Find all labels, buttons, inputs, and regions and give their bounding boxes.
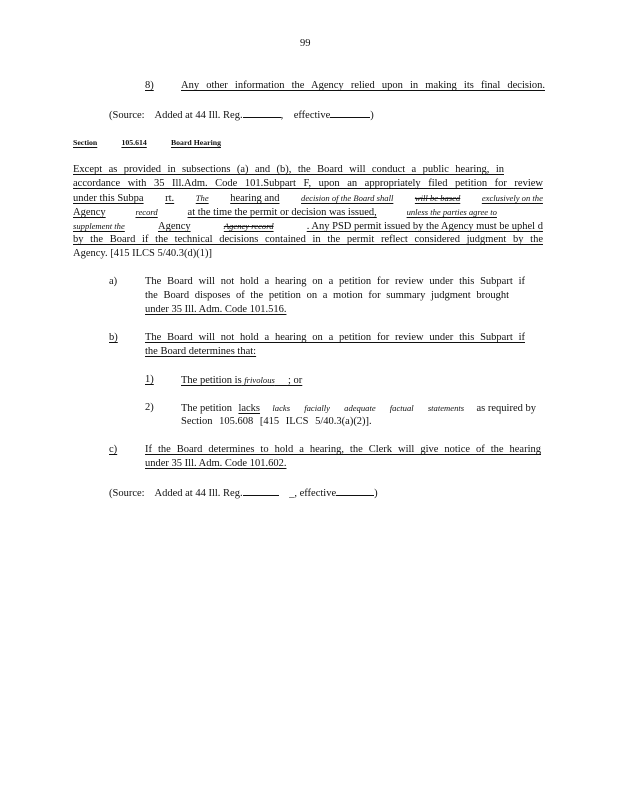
reg-blank bbox=[243, 108, 281, 118]
para-line-3: under this Subpa rt. The hearing and decision of the Board shall will be based exclusively on the bbox=[73, 193, 543, 204]
item-a-label: a) bbox=[109, 276, 118, 287]
item-b1-label: 1) bbox=[145, 374, 154, 385]
item-a-line-3: under 35 Ill. Adm. Code 101.516. bbox=[145, 304, 287, 315]
item-b2-label: 2) bbox=[145, 402, 154, 413]
item-b2-line-2: Section 105.608 [415 ILCS 5/40.3(a)(2)]. bbox=[181, 416, 372, 427]
source-text: Added at 44 Ill. Reg. bbox=[154, 488, 243, 499]
source-note-1: (Source: Added at 44 Ill. Reg. , effective ) bbox=[109, 110, 374, 121]
item-c-line-1: If the Board determines to hold a hearing, the Clerk will give notice of the hearing bbox=[145, 444, 541, 455]
source-close: ) bbox=[370, 110, 374, 121]
para-line-7: Agency. [415 ILCS 5/40.3(d)(1)] bbox=[73, 248, 212, 259]
para-line-5: supplement the Agency Agency record . Any PSD permit issued by the Agency must be uphel d bbox=[73, 221, 543, 232]
section-label: Section bbox=[73, 138, 98, 147]
item-b2-line-1: The petition lacks lacks facially adequate factual statements as required by bbox=[181, 403, 536, 414]
item-8-label: 8) bbox=[145, 80, 154, 91]
item-b1-text: The petition is frivolous ; or bbox=[181, 375, 303, 386]
para-line-4: Agency record at the time the permit or decision was issued, unless the parties agree to bbox=[73, 207, 497, 218]
item-b-label: b) bbox=[109, 332, 118, 343]
section-title: Board Hearing bbox=[170, 138, 221, 147]
item-b-line-2: the Board determines that: bbox=[145, 346, 257, 357]
source-effective: _, effective bbox=[289, 488, 337, 499]
source-prefix: (Source: bbox=[109, 488, 145, 499]
reg-blank bbox=[243, 486, 279, 496]
para-line-2: accordance with 35 Ill.Adm. Code 101.Subpart F, upon an appropriately filed petition for review bbox=[73, 178, 543, 189]
source-text: Added at 44 Ill. Reg. bbox=[154, 110, 243, 121]
item-8-text: Any other information the Agency relied upon in making its final decision. bbox=[181, 80, 545, 91]
source-effective: effective bbox=[293, 110, 331, 121]
source-prefix: (Source: bbox=[109, 110, 145, 121]
item-c-line-2: under 35 Ill. Adm. Code 101.602. bbox=[145, 458, 287, 469]
item-a-line-1: The Board will not hold a hearing on a petition for review under this Subpart if bbox=[145, 276, 525, 287]
source-note-2 bbox=[109, 486, 378, 500]
source-close: ) bbox=[374, 488, 378, 499]
section-id: 105.614 bbox=[121, 138, 147, 147]
item-a-line-2: the Board disposes of the petition on a motion for summary judgment brought bbox=[145, 290, 509, 301]
item-c-label: c) bbox=[109, 444, 118, 455]
para-line-1: Except as provided in subsections (a) and (b), the Board will conduct a public hearing, in bbox=[73, 164, 504, 175]
item-b-line-1: The Board will not hold a hearing on a petition for review under this Subpart if bbox=[145, 332, 525, 343]
effective-blank bbox=[336, 486, 374, 496]
para-line-6: by the Board if the technical decisions contained in the permit reflect considered judgment by the bbox=[73, 234, 543, 245]
page-number: 99 bbox=[300, 38, 311, 49]
section-heading bbox=[73, 138, 221, 147]
effective-blank bbox=[330, 108, 370, 118]
